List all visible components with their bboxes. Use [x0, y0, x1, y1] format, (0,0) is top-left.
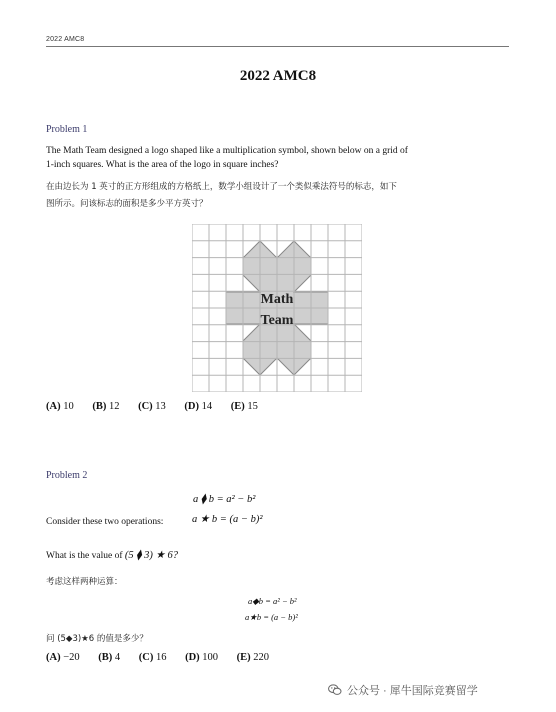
running-header: 2022 AMC8: [46, 36, 85, 43]
problem-2-cn-equation-2: a★b = (a − b)²: [245, 612, 298, 622]
problem-1-cn-line-1: 在由边长为 1 英寸的正方形组成的方格纸上，数学小组设计了一个类似乘法符号的标志，如下: [46, 182, 397, 192]
choice-d: (D) 14: [184, 401, 213, 412]
choice-a: (A) −20: [46, 652, 80, 663]
problem-2-cn-consider: 考虑这样两种运算：: [46, 577, 123, 587]
problem-2-heading: Problem 2: [46, 470, 88, 481]
problem-2-equation-2: a ★ b = (a − b)²: [192, 514, 263, 525]
problem-2-cn-equation-1: a◆b = a² − b²: [248, 596, 297, 606]
problem-2-choices: [46, 652, 285, 663]
watermark-text: 公众号 · 犀牛国际竞赛留学: [347, 685, 478, 697]
problem-2-cn-question: 问 (5◆3)★6 的值是多少？: [46, 634, 148, 644]
problem-1-choices: [46, 401, 274, 412]
problem-2-question: [46, 549, 178, 563]
choice-e: (E) 15: [230, 401, 258, 412]
document-title: 2022 AMC8: [239, 68, 317, 84]
problem-2-consider-text: Consider these two operations:: [46, 517, 164, 527]
problem-1-heading: Problem 1: [46, 124, 88, 135]
header-divider: [46, 46, 509, 47]
problem-2-equation-1: a ⧫ b = a² − b²: [193, 494, 256, 505]
problem-1-text-line-1: The Math Team designed a logo shaped like a multiplication symbol, shown below on a grid of: [46, 146, 408, 156]
choice-c: (C) 13: [138, 401, 166, 412]
choice-e: (E) 220: [236, 652, 270, 663]
choice-d: (D) 100: [185, 652, 219, 663]
choice-c: (C) 16: [138, 652, 167, 663]
problem-1-text-line-2: 1-inch squares. What is the area of the logo in square inches?: [46, 160, 279, 170]
wechat-icon: [328, 684, 342, 696]
problem-2-question-expression: (5 ⧫ 3) ★ 6?: [124, 550, 178, 561]
logo-label-line-2: Team: [260, 313, 294, 328]
logo-grid-figure: [192, 224, 362, 392]
choice-a: (A) 10: [46, 401, 74, 412]
problem-1-cn-line-2: 图所示。问该标志的面积是多少平方英寸？: [46, 199, 208, 209]
logo-label-line-1: Math: [260, 292, 294, 307]
choice-b: (B) 12: [92, 401, 120, 412]
watermark: [328, 682, 478, 698]
choice-b: (B) 4: [98, 652, 121, 663]
problem-2-question-text: What is the value of: [46, 551, 123, 561]
grid-lines: [192, 224, 362, 392]
